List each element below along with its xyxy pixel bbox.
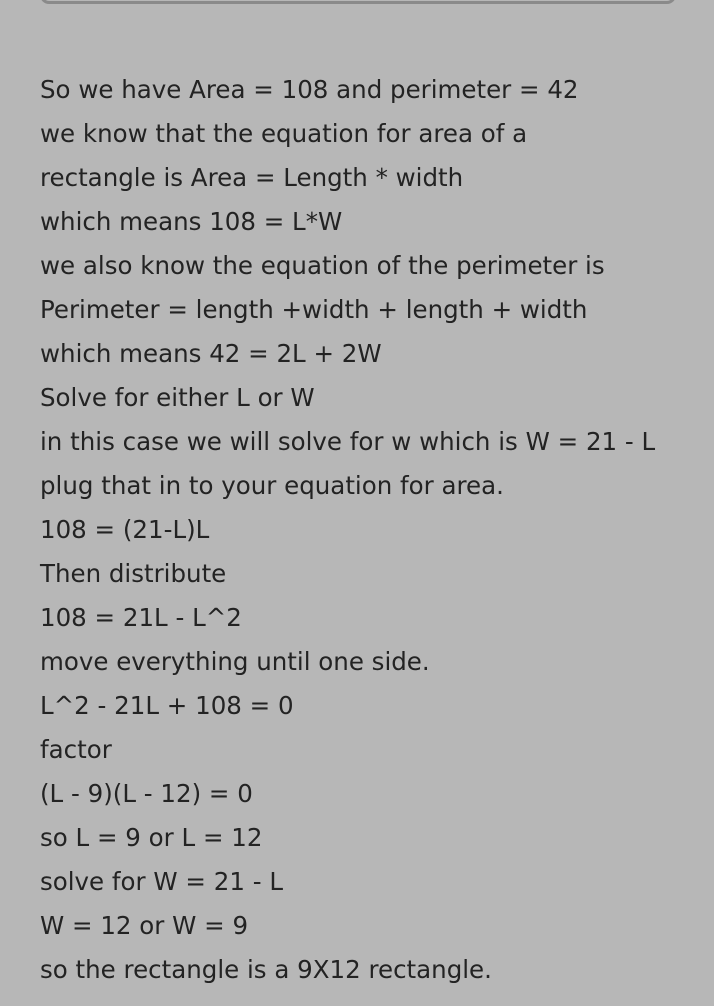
answer-line: Then distribute: [40, 559, 227, 588]
answer-line: L^2 - 21L + 108 = 0: [40, 691, 294, 720]
answer-line: we know that the equation for area of a: [40, 119, 528, 148]
answer-line: move everything until one side.: [40, 647, 430, 676]
answer-line: we also know the equation of the perimeter is: [40, 251, 605, 280]
answer-line: Solve for either L or W: [40, 383, 315, 412]
answer-line: 108 = (21-L)L: [40, 515, 210, 544]
answer-line: Perimeter = length +width + length + width: [40, 295, 588, 324]
answer-line: 108 = 21L - L^2: [40, 603, 242, 632]
answer-line: so L = 9 or L = 12: [40, 823, 263, 852]
answer-line: which means 42 = 2L + 2W: [40, 339, 382, 368]
answer-line: W = 12 or W = 9: [40, 911, 249, 940]
answer-line: plug that in to your equation for area.: [40, 471, 504, 500]
answer-line: solve for W = 21 - L: [40, 867, 283, 896]
answer-line: so the rectangle is a 9X12 rectangle.: [40, 955, 492, 984]
top-panel-edge: [40, 0, 676, 4]
answer-line: factor: [40, 735, 112, 764]
answer-line: rectangle is Area = Length * width: [40, 163, 464, 192]
answer-line: So we have Area = 108 and perimeter = 42: [40, 75, 579, 104]
answer-line: in this case we will solve for w which is W = 21 - L: [40, 427, 656, 456]
answer-line: (L - 9)(L - 12) = 0: [40, 779, 253, 808]
answer-body: [40, 68, 700, 992]
answer-line: which means 108 = L*W: [40, 207, 343, 236]
